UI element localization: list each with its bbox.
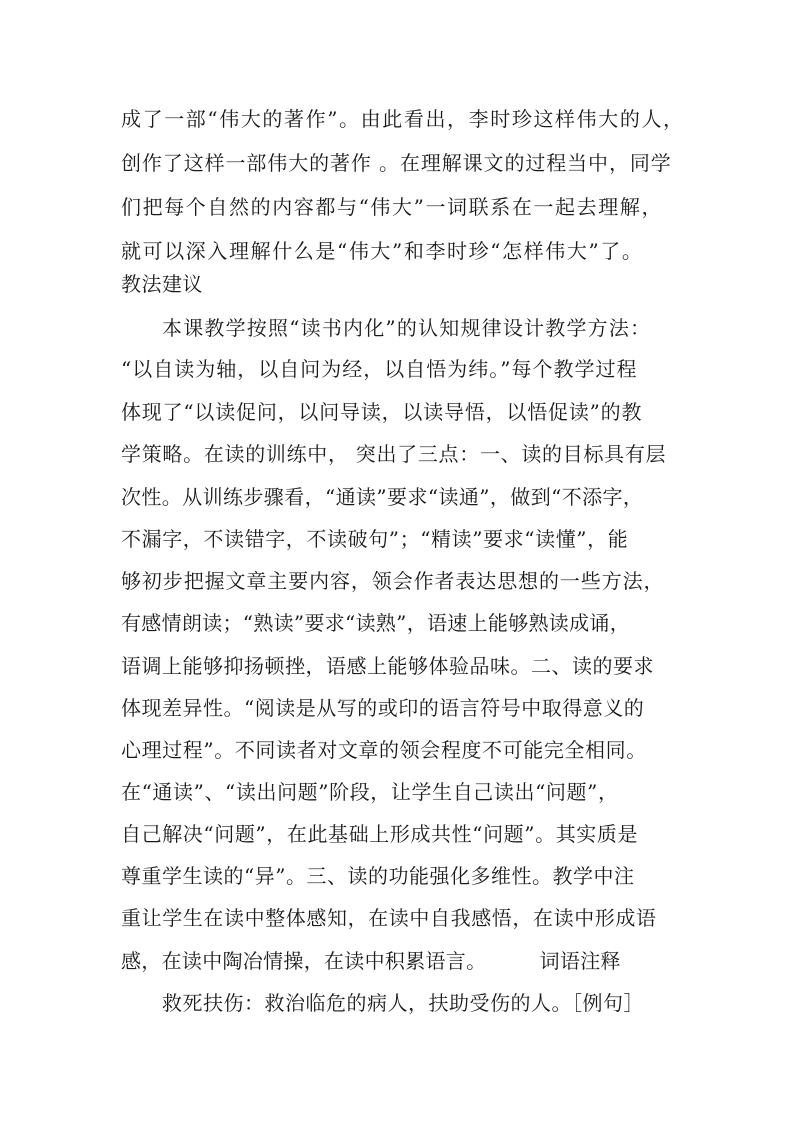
- text-line: 们把每个自然的内容都与“伟大”一词联系在一起去理解，: [121, 195, 664, 219]
- section-heading: 教法建议: [121, 272, 203, 296]
- text-line: 成了一部“伟大的著作”。由此看出，李时珍这样伟大的人，: [121, 107, 685, 131]
- text-line: 就可以深入理解什么是“伟大”和李时珍“怎样伟大”了。: [121, 239, 644, 263]
- text-line: 尊重学生读的“异”。三、读的功能强化多维性。教学中注: [121, 864, 635, 888]
- text-line: 学策略。在读的训练中， 突出了三点：一、读的目标具有层: [121, 442, 667, 466]
- text-line: 有感情朗读；“熟读”要求“读熟”，语速上能够熟读成诵，: [121, 611, 630, 635]
- text-line: 体现差异性。“阅读是从写的或印的语言符号中取得意义的: [121, 696, 645, 720]
- text-line: 不漏字，不读错字，不读破句”；“精读”要求“读懂”，能: [121, 527, 629, 551]
- text-line: 感，在读中陶冶情操，在读中积累语言。 词语注释: [121, 949, 621, 973]
- text-line: 救死扶伤：救治临危的病人，扶助受伤的人。［例句］: [162, 991, 644, 1015]
- text-line: 体现了“以读促问，以问导读，以读导悟，以悟促读”的教: [121, 400, 643, 424]
- text-line: 语调上能够抑扬顿挫，语感上能够体验品味。二、读的要求: [121, 654, 654, 678]
- text-line: 在“通读”、“读出问题”阶段，让学生自己读出“问题”，: [121, 780, 619, 804]
- text-line: 本课教学按照“读书内化”的认知规律设计教学方法：: [162, 316, 652, 340]
- text-line: 重让学生在读中整体感知，在读中自我感悟，在读中形成语: [121, 906, 657, 930]
- text-line: 次性。从训练步骤看，“通读”要求“读通”，做到“不添字，: [121, 485, 644, 509]
- text-line: 够初步把握文章主要内容，领会作者表达思想的一些方法，: [121, 569, 665, 593]
- text-line: “以自读为轴，以自问为经，以自悟为纬。”每个教学过程: [121, 357, 638, 381]
- text-line: 自己解决“问题”，在此基础上形成共性“问题”。其实质是: [121, 822, 639, 846]
- text-line: 心理过程”。不同读者对文章的领会程度不可能完全相同。: [121, 738, 647, 762]
- text-line: 创作了这样一部伟大的著作 。在理解课文的过程当中，同学: [121, 151, 672, 175]
